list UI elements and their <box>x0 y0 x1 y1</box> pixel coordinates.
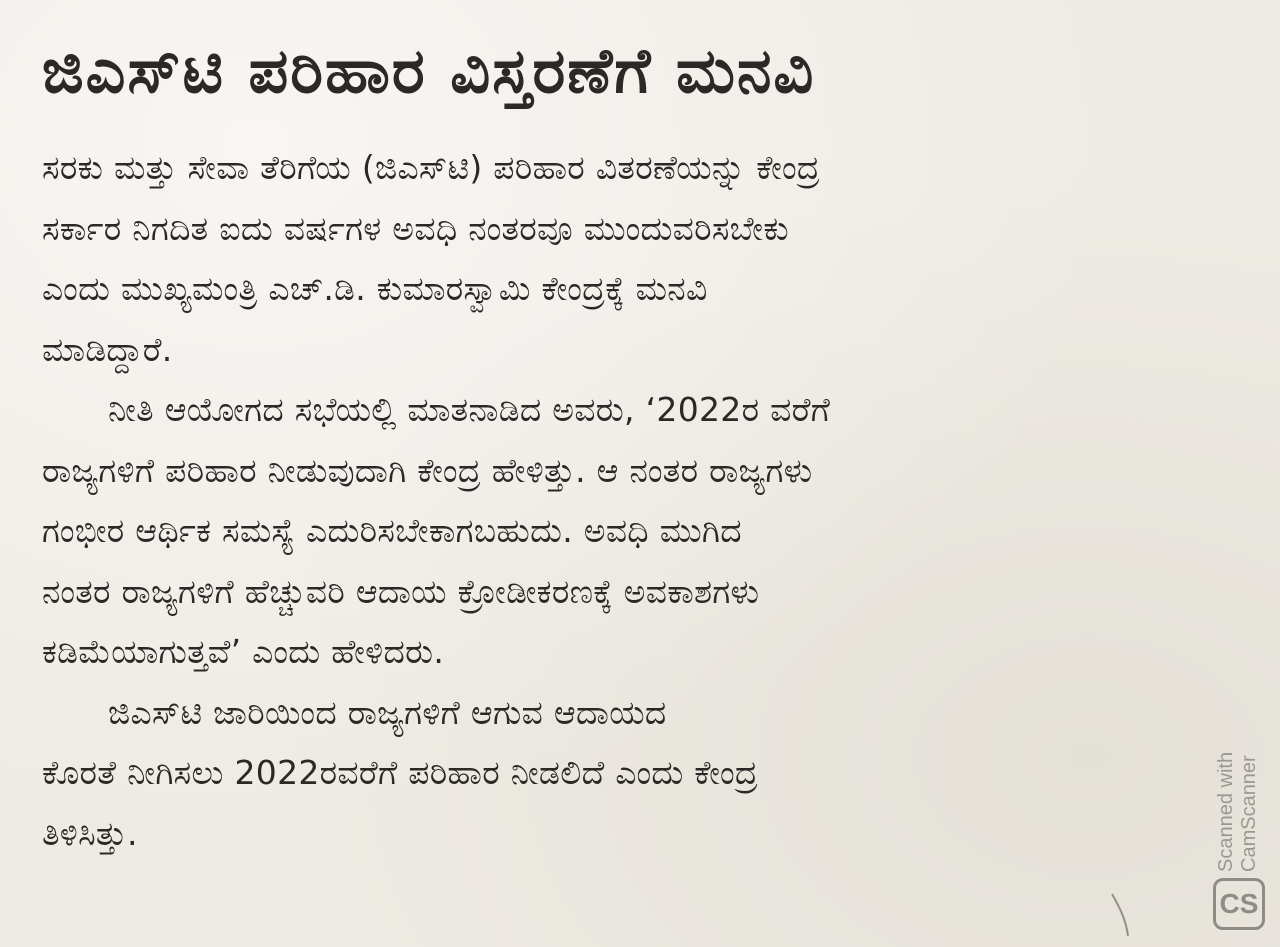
camscanner-logo-icon: CS <box>1213 878 1265 930</box>
camscanner-watermark <box>1205 700 1275 940</box>
crease-mark <box>1108 890 1148 940</box>
watermark-text <box>1215 702 1261 872</box>
headline: ಜಿಎಸ್‌ಟಿ ಪರಿಹಾರ ವಿಸ್ತರಣೆಗೆ ಮನವಿ <box>42 34 816 107</box>
article-line: ಕೊರತೆ ನೀಗಿಸಲು 2022ರವರೆಗೆ ಪರಿಹಾರ ನೀಡಲಿದೆ ಎಂದು ಕೇಂದ್ರ <box>42 753 758 792</box>
article-line: ಸರ್ಕಾರ ನಿಗದಿತ ಐದು ವರ್ಷಗಳ ಅವಧಿ ನಂತರವೂ ಮುಂದುವರಿಸಬೇಕು <box>42 208 789 248</box>
article-line: ಗಂಭೀರ ಆರ್ಥಿಕ ಸಮಸ್ಯೆ ಎದುರಿಸಬೇಕಾಗಬಹುದು. ಅವಧಿ ಮುಗಿದ <box>42 511 742 550</box>
article-line: ರಾಜ್ಯಗಳಿಗೆ ಪರಿಹಾರ ನೀಡುವುದಾಗಿ ಕೇಂದ್ರ ಹೇಳಿತ್ತು. ಆ ನಂತರ ರಾಜ್ಯಗಳು <box>42 450 813 490</box>
article-line: ಜಿಎಸ್‌ಟಿ ಜಾರಿಯಿಂದ ರಾಜ್ಯಗಳಿಗೆ ಆಗುವ ಆದಾಯದ <box>108 692 667 732</box>
article-line: ಕಡಿಮೆಯಾಗುತ್ತವೆ’ ಎಂದು ಹೇಳಿದರು. <box>42 632 445 671</box>
article-line: ಮಾಡಿದ್ದಾರೆ. <box>42 329 173 369</box>
article-body <box>42 138 1212 864</box>
article-line: ನಂತರ ರಾಜ್ಯಗಳಿಗೆ ಹೆಚ್ಚುವರಿ ಆದಾಯ ಕ್ರೋಡೀಕರಣಕ್ಕೆ ಅವಕಾಶಗಳು <box>42 571 760 611</box>
watermark-line-1: Scanned with <box>1215 751 1237 872</box>
article-line: ಸರಕು ಮತ್ತು ಸೇವಾ ತೆರಿಗೆಯ (ಜಿಎಸ್‌ಟಿ) ಪರಿಹಾರ ವಿತರಣೆಯನ್ನು ಕೇಂದ್ರ <box>42 148 820 187</box>
article-line: ತಿಳಿಸಿತ್ತು. <box>42 813 138 853</box>
article-line: ಎಂದು ಮುಖ್ಯಮಂತ್ರಿ ಎಚ್.ಡಿ. ಕುಮಾರಸ್ವಾಮಿ ಕೇಂದ್ರಕ್ಕೆ ಮನವಿ <box>42 269 708 308</box>
watermark-line-2: CamScanner <box>1238 755 1260 872</box>
article-line: ನೀತಿ ಆಯೋಗದ ಸಭೆಯಲ್ಲಿ ಮಾತನಾಡಿದ ಅವರು, ‘2022ರ ವರೆಗೆ <box>108 390 831 429</box>
